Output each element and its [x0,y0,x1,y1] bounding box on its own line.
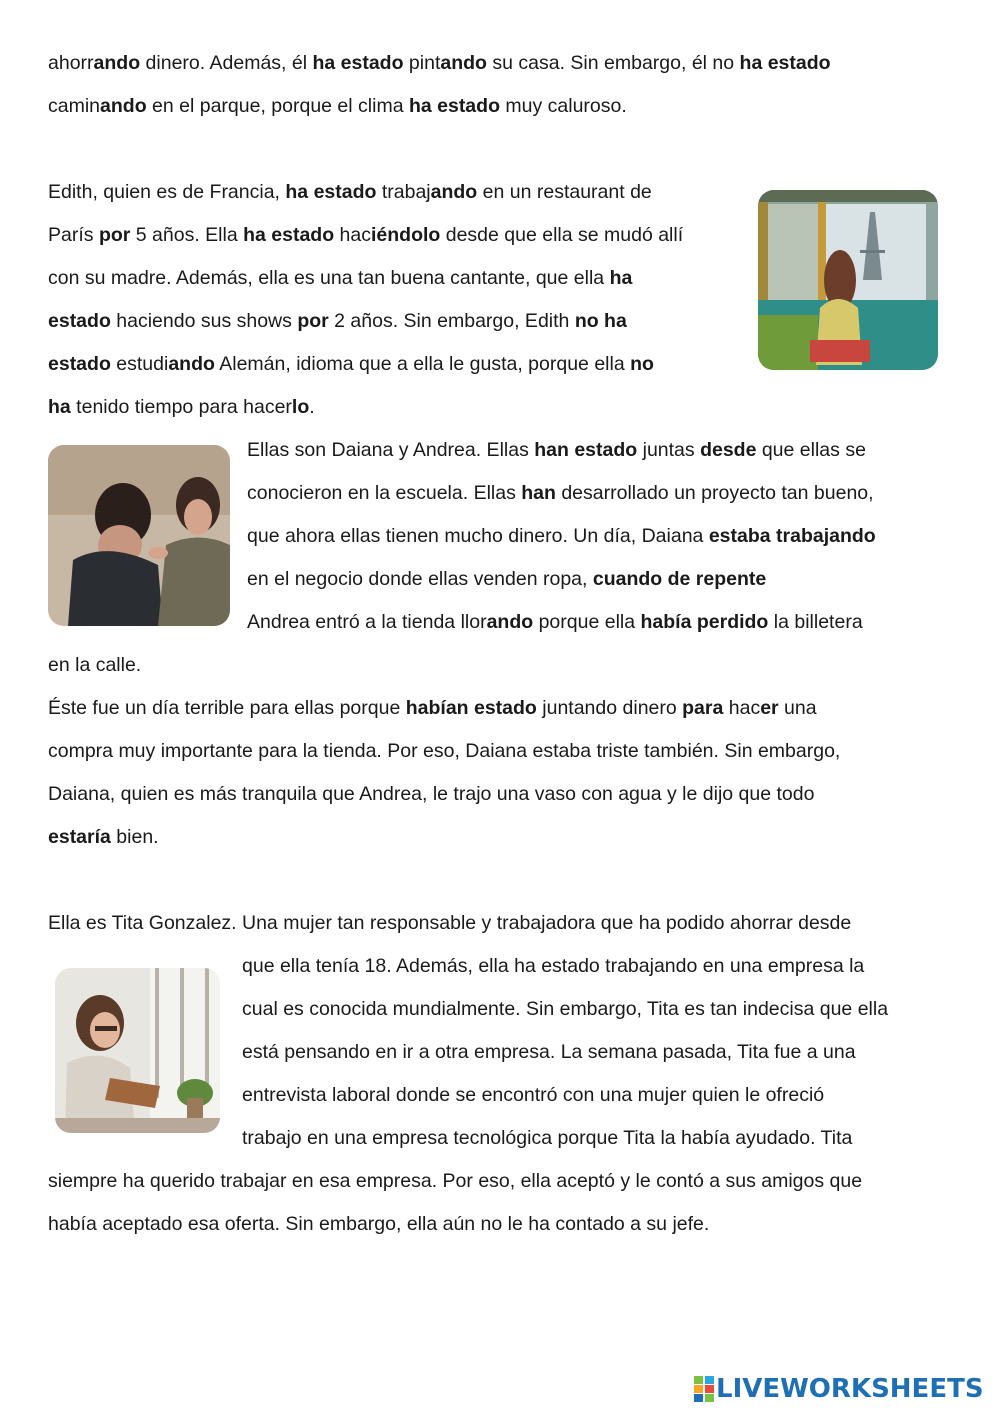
text-line [48,214,683,257]
text-line [48,773,814,816]
bold-text-run: ha estado [312,52,404,74]
bold-text-run: ha estado [739,52,831,74]
text-run: juntas [637,439,701,461]
bold-text-run: por [297,310,329,332]
bold-text-run: er [760,697,779,719]
text-line [48,42,831,85]
bold-text-run: ando [430,181,478,203]
two-women-photo [48,445,230,626]
bold-text-run: ando [440,52,487,74]
bold-text-run: ha estado [243,224,335,246]
text-run: Ella es Tita Gonzalez. Una mujer tan responsable y trabajadora que ha podido ahorrar desde [48,912,852,934]
bold-text-run: han estado [534,439,638,461]
text-run: que ellas se [756,439,866,461]
text-run: estudi [110,353,169,375]
logo-text: LIVEWORKSHEETS [716,1374,984,1404]
text-run: París [48,224,99,246]
text-run: muy caluroso. [499,95,627,117]
text-line [242,945,864,988]
text-line [48,85,627,128]
bold-text-run: desde [700,439,757,461]
bold-text-run: había perdido [640,611,769,633]
text-run: hac [723,697,761,719]
text-run: Éste fue un día terrible para ellas porque [48,697,406,719]
text-run: está pensando en ir a otra empresa. La semana pasada, Tita fue a una [242,1041,856,1063]
bold-text-run: han [521,482,556,504]
bold-text-run: ha [609,267,633,289]
text-run: . [309,396,315,418]
bold-text-run: ando [486,611,534,633]
text-run: siempre ha querido trabajar en esa empresa. Por eso, ella aceptó y le contó a sus amigos que [48,1170,863,1192]
text-line [247,515,876,558]
text-run: bien. [110,826,159,848]
text-line [48,386,315,429]
text-run: trabajo en una empresa tecnológica porque Tita la había ayudado. Tita [242,1127,853,1149]
text-run: Daiana, quien es más tranquila que Andrea, le trajo una vaso con agua y le dijo que todo [48,783,815,805]
bold-text-run: no [630,353,654,375]
bold-text-run: ha [48,396,71,418]
text-run: tenido tiempo para hacer [70,396,292,418]
text-run: 2 años. Sin embargo, Edith [328,310,575,332]
text-run: porque ella [533,611,641,633]
text-line [48,1160,862,1203]
text-run: que ella tenía 18. Además, ella ha estado trabajando en una empresa la [242,955,865,977]
text-run: en el parque, porque el clima [146,95,409,117]
bold-text-run: iéndolo [370,224,441,246]
paris-train-photo [758,190,938,370]
text-run: Alemán, idioma que a ella le gusta, porque ella [214,353,631,375]
text-run: en el negocio donde ellas venden ropa, [247,568,593,590]
text-run: entrevista laboral donde se encontró con una mujer quien le ofreció [242,1084,825,1106]
liveworksheets-logo [694,1373,984,1405]
bold-text-run: estado [48,353,111,375]
text-run: hac [334,224,371,246]
text-run: trabaj [376,181,431,203]
text-line [48,687,817,730]
text-run: con su madre. Además, ella es una tan buena cantante, que ella [48,267,610,289]
text-line [48,1203,709,1246]
text-line [48,343,654,386]
text-line [242,1074,824,1117]
text-run: en un restaurant de [477,181,652,203]
bold-text-run: estado [48,310,111,332]
text-run: haciendo sus shows [110,310,298,332]
text-run: la billetera [768,611,863,633]
text-run: dinero. Además, él [140,52,313,74]
text-line [48,902,851,945]
text-run: conocieron en la escuela. Ellas [247,482,522,504]
text-run: juntando dinero [536,697,683,719]
text-line [247,429,866,472]
text-run: que ahora ellas tienen mucho dinero. Un día, Daiana [247,525,709,547]
text-run: compra muy importante para la tienda. Por eso, Daiana estaba triste también. Sin embargo, [48,740,841,762]
text-line [48,730,840,773]
bold-text-run: lo [291,396,310,418]
text-line [48,816,159,859]
text-run: una [778,697,817,719]
text-run: ahorr [48,52,94,74]
text-line [247,558,766,601]
text-run: 5 años. Ella [130,224,244,246]
text-run: camin [48,95,101,117]
text-run: pint [403,52,441,74]
text-run: Edith, quien es de Francia, [48,181,286,203]
text-run: desarrollado un proyecto tan bueno, [555,482,874,504]
text-line [242,1031,856,1074]
text-run: su casa. Sin embargo, él no [486,52,740,74]
text-line [247,472,874,515]
text-run: cual es conocida mundialmente. Sin embargo, Tita es tan indecisa que ella [242,998,889,1020]
bold-text-run: ha estado [285,181,377,203]
text-line [48,171,652,214]
text-line [242,1117,852,1160]
text-run: había aceptado esa oferta. Sin embargo, ella aún no le ha contado a su jefe. [48,1213,710,1235]
bold-text-run: para [682,697,724,719]
text-line [48,644,141,687]
text-line [247,601,863,644]
bold-text-run: ando [100,95,147,117]
bold-text-run: estaría [48,826,111,848]
text-line [48,300,627,343]
text-run: en la calle. [48,654,142,676]
bold-text-run: estaba trabajando [708,525,876,547]
bold-text-run: cuando de repente [592,568,767,590]
bold-text-run: ha estado [408,95,500,117]
bold-text-run: ando [168,353,215,375]
woman-reading-photo [55,968,220,1133]
bold-text-run: no ha [574,310,627,332]
bold-text-run: por [98,224,131,246]
bold-text-run: ando [93,52,141,74]
text-line [48,257,632,300]
text-run: desde que ella se mudó allí [440,224,684,246]
text-line [242,988,888,1031]
text-run: Andrea entró a la tienda llor [247,611,487,633]
bold-text-run: habían estado [405,697,537,719]
liveworksheets-logo-icon [694,1376,714,1402]
text-run: Ellas son Daiana y Andrea. Ellas [247,439,535,461]
